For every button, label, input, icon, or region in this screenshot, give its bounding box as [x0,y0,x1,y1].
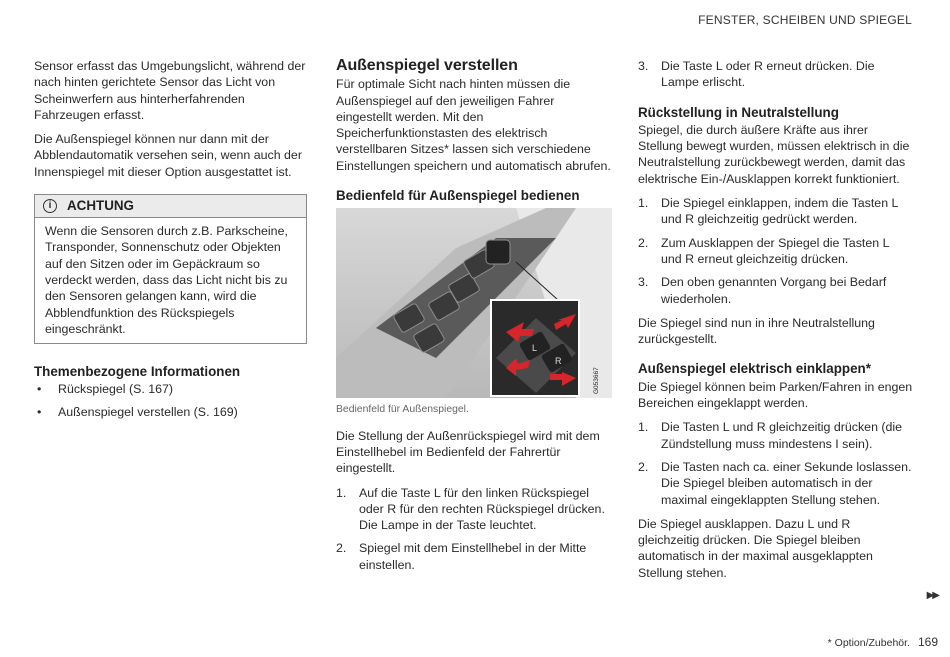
page-footer [828,635,938,649]
list-item: 3. Den oben genannten Vorgang bei Bedarf wiederholen. [638,275,887,306]
warning-text: Wenn die Sensoren durch z.B. Parkscheine, Transponder, Sonnenschutz oder Objekten auf den Sitzen oder im Gepäckraum so verdeckt werden, dass das Licht nicht bis zu den Sensoren gelangen kann, wird die Abblendfunktion des Rückspiegels eingeschränkt. [45,224,288,336]
list-item: 2. Zum Ausklappen der Spiegel die Tasten L und R erneut gleichzeitig drücken. [638,235,889,266]
related-heading: Themenbezogene Informationen [34,364,241,380]
column-left [34,58,307,426]
paragraph-reset-after: Die Spiegel sind nun in ihre Neutralstellung zurückgestellt. [638,315,875,347]
page-number: 169 [917,635,938,649]
paragraph-intro: Für optimale Sicht nach hinten müssen die Außenspiegel auf den jeweiligen Fahrer eingestellt werden. Mit den Speicherfunktionstasten des elektrisch verstellbaren Sitzes* lassen sich verschiedene Einstellungen speichern und automatisch abrufen. [336,77,611,173]
adjust-steps [336,485,612,573]
related-link-aussenspiegel[interactable]: • Außenspiegel verstellen (S. 169) [34,404,307,420]
info-icon: i [43,199,57,213]
paragraph-unfold: Die Spiegel ausklappen. Dazu L und R gleichzeitig drücken. Die Spiegel bleiben automatisch in der maximal ausgeklappten Stellung stehen. [638,516,873,580]
column-middle [336,58,612,581]
list-item: 2. Spiegel mit dem Einstellhebel in der Mitte einstellen. [336,541,587,572]
reset-steps [638,195,913,307]
fold-steps [638,419,913,507]
list-item: 1. Die Spiegel einklappen, indem die Tasten L und R gleichzeitig gedrückt werden. [638,196,898,227]
paragraph-fold: Die Spiegel können beim Parken/Fahren in engen Bereichen eingeklappt werden. [638,379,913,411]
paragraph-abblend: Die Außenspiegel können nur dann mit der Abblendautomatik versehen sein, wenn auch der Innenspiegel mit dieser Option ausgestattet ist. [34,132,302,179]
list-item: 3. Die Taste L oder R erneut drücken. Die Lampe erlischt. [638,59,875,90]
figure-code: G053667 [593,367,600,395]
section-header: FENSTER, SCHEIBEN UND SPIEGEL [698,13,912,27]
reset-heading: Rückstellung in Neutralstellung [638,104,839,120]
subsection-title: Bedienfeld für Außenspiegel bedienen [336,188,580,204]
footnote: * Option/Zubehör. [827,637,910,649]
list-item: 2. Die Tasten nach ca. einer Sekunde loslassen. Die Spiegel bleiben automatisch in der maximal eingeklappten Stellung stehen. [638,459,912,507]
warning-header [35,195,306,218]
related-list [34,381,307,420]
related-link-rueckspiegel[interactable]: • Rückspiegel (S. 167) [34,381,307,397]
column-right [638,58,913,589]
list-item: 1. Auf die Taste L für den linken Rückspiegel oder R für den rechten Rückspiegel drücken. Die Lampe in der Taste leuchtet. [336,485,605,533]
figure-caption: Bedienfeld für Außenspiegel. [336,404,469,416]
paragraph-reset: Spiegel, die durch äußere Kräfte aus ihrer Stellung bewegt wurden, müssen elektrisch in die Neutralstellung zurückbewegt werden, damit das elektrische Ein-/Ausklappen korrekt funktioniert. [638,122,910,186]
adjust-steps-continued [638,58,913,91]
fold-heading: Außenspiegel elektrisch einklappen* [638,361,871,377]
section-title: Außenspiegel verstellen [336,57,518,74]
warning-title: ACHTUNG [67,197,134,213]
paragraph-sensor: Sensor erfasst das Umgebungslicht, während der nach hinten gerichtete Sensor das Licht von Scheinwerfern aus hinterherfahrenden Fahrzeugen erfasst. [34,59,306,122]
warning-box [34,194,307,344]
left-button-label: L [532,343,538,354]
control-panel-illustration [336,208,612,398]
control-panel-figure [336,208,612,398]
double-right-arrow-icon[interactable]: ▶▶ [926,590,938,601]
list-item: 1. Die Tasten L und R gleichzeitig drücken (die Zündstellung muss mindestens I sein). [638,420,903,451]
paragraph-stellung: Die Stellung der Außenrückspiegel wird mit dem Einstellhebel im Bedienfeld der Fahrertür eingestellt. [336,428,600,476]
right-button-label: R [555,356,562,367]
